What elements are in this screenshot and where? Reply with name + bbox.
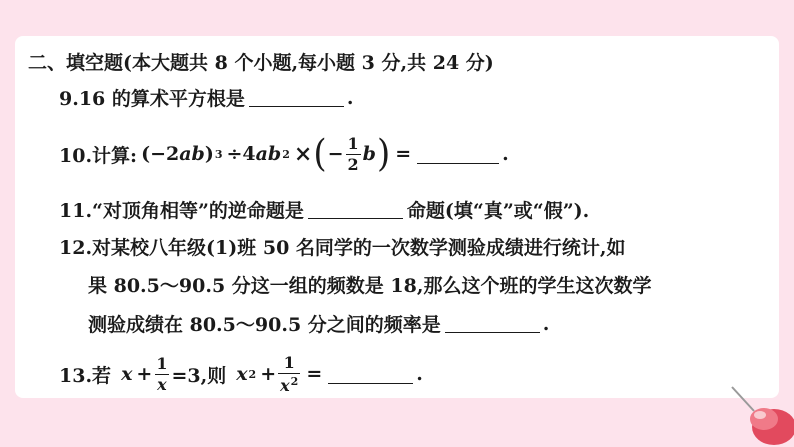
q9-text: 9.16 的算术平方根是 [59,88,245,110]
question-12-line-2 [88,271,651,298]
question-12-line-3 [88,310,549,337]
q13-frac-2-num: 1 [283,352,295,372]
q13-x-squared-base: x [236,363,248,385]
q12-end: . [542,312,550,335]
pushpin-icon [724,377,794,447]
q10-big-paren-close: ) [376,132,391,176]
q10-paren-open: (−2 [141,143,180,165]
q10-answer-blank[interactable] [417,145,499,164]
q13-x: x [121,363,133,385]
q13-plus-2: + [260,363,277,385]
q10-exp-2: 2 [282,147,290,161]
question-card [15,36,779,398]
q10-times: × [293,141,313,167]
q13-fraction-1 [154,353,169,394]
q10-frac-den: 2 [347,154,359,174]
q10-minus: − [327,143,344,165]
question-9 [59,84,354,111]
q10-end: . [502,143,509,165]
q10-ab-2: ab [255,143,282,165]
section-title [28,48,494,75]
q13-eq-3: =3,则 [171,364,227,387]
q10-frac-num: 1 [347,133,359,153]
q13-frac-1-num: 1 [156,353,168,373]
q10-lead: 10.计算: [59,144,138,167]
q13-frac-2-den [278,373,300,394]
q11-lead: 11.“对顶角相等”的逆命题是 [59,200,304,222]
q10-fraction [346,133,361,174]
section-title-text: 二、填空题(本大题共 8 个小题,每小题 3 分,共 24 分) [28,52,494,74]
q13-end: . [416,363,423,385]
question-13 [59,352,423,396]
question-10 [59,124,509,184]
q9-end: . [346,86,354,109]
q9-answer-blank[interactable] [249,88,344,107]
q13-frac-2-den-x: x [280,375,290,395]
q13-eq: = [306,363,323,385]
q13-frac-1-den: x [157,374,167,394]
q10-ab-1: ab [179,143,205,165]
q13-fraction-2 [278,352,300,395]
q10-paren-close: ) [204,143,214,165]
q12-line-2-text: 果 80.5～90.5 分这一组的频数是 18,那么这个班的学生这次数学 [88,275,652,297]
q10-eq: = [395,143,412,165]
q10-b: b [362,143,376,165]
q13-frac-2-den-exp: 2 [290,374,299,388]
q12-answer-blank[interactable] [445,314,540,333]
q10-exp-3: 3 [214,147,223,161]
question-11 [59,196,589,223]
q12-line-1-text: 12.对某校八年级(1)班 50 名同学的一次数学测验成绩进行统计,如 [59,237,626,259]
q11-tail: 命题(填“真”或“假”). [406,200,590,222]
question-12-line-1 [59,233,626,260]
q13-plus: + [136,363,153,385]
q13-lead: 13.若 [59,364,112,387]
q12-line-3-text: 测验成绩在 80.5～90.5 分之间的频率是 [88,314,441,336]
q10-big-paren-open: ( [313,132,327,176]
q10-div: ÷4 [226,143,256,165]
q13-x-squared-exp: 2 [248,367,257,381]
q11-answer-blank[interactable] [308,200,403,219]
q13-answer-blank[interactable] [328,365,413,384]
